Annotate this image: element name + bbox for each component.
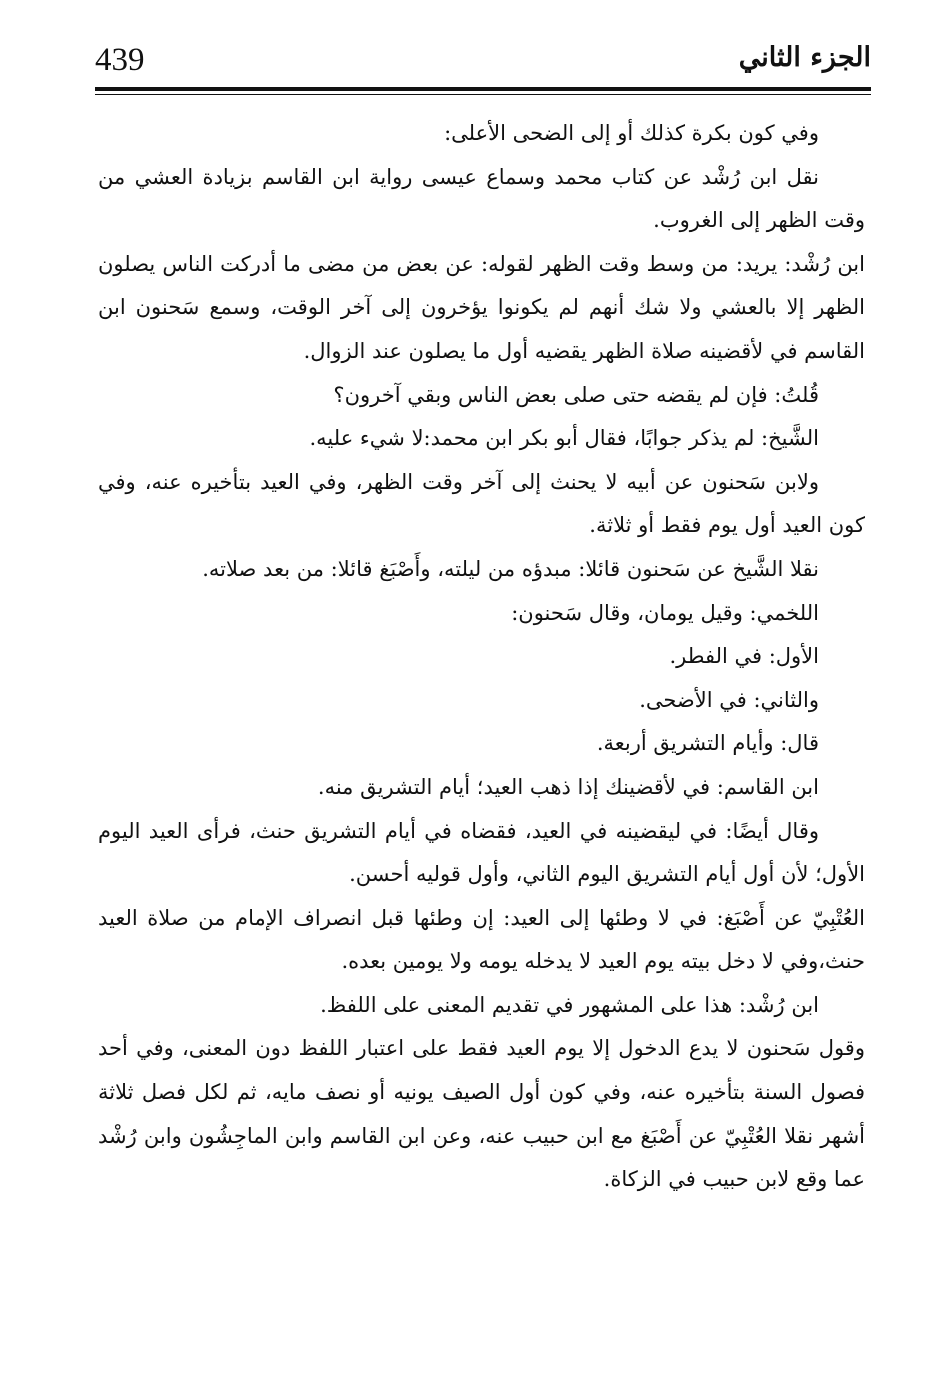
paragraph: والثاني: في الأضحى. [639,687,819,712]
paragraph: الشَّيخ: لم يذكر جوابًا، فقال أبو بكر ابن محمد:لا شيء عليه. [309,426,819,451]
paragraph: وقول سَحنون لا يدع الدخول إلا يوم العيد فقط على اعتبار اللفظ دون المعنى، وفي أحد فصول السنة بتأخيره عنه، وفي كون أول الصيف يونيه أو نصف مايه، ثم لكل فصل ثلاثة أشهر نقلا العُتْبِيّ عن أَصْبَغ مع ابن حبيب عنه، وعن ابن القاسم وابن الماجِشُون وابن رُشْد عما وقع لابن حبيب في الزكاة. [98,1036,865,1192]
paragraph: نقلا الشَّيخ عن سَحنون قائلا: مبدؤه من ليلته، وأَصْبَغ قائلا: من بعد صلاته. [202,556,819,581]
running-title: الجزء الثاني [738,42,871,73]
header-rule-thick [95,87,871,91]
paragraph: العُتْبِيّ عن أَصْبَغ: في لا وطئها إلى العيد: إن وطئها قبل انصراف الإمام من صلاة العيد حنث،وفي لا دخل بيته يوم العيد لا يدخله يومه ولا يومين بعده. [98,905,865,974]
paragraph: قُلتُ: فإن لم يقضه حتى صلى بعض الناس وبقي آخرون؟ [333,382,819,407]
header-rule-thin [95,94,871,95]
paragraph: قال: وأيام التشريق أربعة. [596,731,819,756]
paragraph: ولابن سَحنون عن أبيه لا يحنث إلى آخر وقت الظهر، وفي العيد بتأخيره عنه، وفي كون العيد أول يوم فقط أو ثلاثة. [98,469,865,538]
paragraph: ابن رُشْد: هذا على المشهور في تقديم المعنى على اللفظ. [320,992,819,1017]
page-number: 439 [95,42,145,78]
paragraph: الأول: في الفطر. [669,644,819,669]
paragraph: وفي كون بكرة كذلك أو إلى الضحى الأعلى: [444,121,819,145]
paragraph: ابن رُشْد: يريد: من وسط وقت الظهر لقوله: عن بعض من مضى ما أدركت الناس يصلون الظهر إلا بالعشي ولا شك أنهم لم يكونوا يؤخرون إلى آخر الوقت، وسمع سَحنون ابن القاسم في لأقضينه صلاة الظهر يقضيه أول ما يصلون عند الزوال. [98,251,865,363]
body-text [98,112,865,1202]
page-header [95,38,871,84]
paragraph: وقال أيضًا: في ليقضينه في العيد، فقضاه في أيام التشريق حنث، فرأى العيد اليوم الأول؛ لأن أول أيام التشريق اليوم الثاني، وأول قوليه أحسن. [98,818,865,887]
paragraph: ابن القاسم: في لأقضينك إذا ذهب العيد؛ أيام التشريق منه. [317,774,819,799]
paragraph: اللخمي: وقيل يومان، وقال سَحنون: [511,600,819,625]
paragraph: نقل ابن رُشْد عن كتاب محمد وسماع عيسى رواية ابن القاسم بزيادة العشي من وقت الظهر إلى الغروب. [98,164,865,233]
